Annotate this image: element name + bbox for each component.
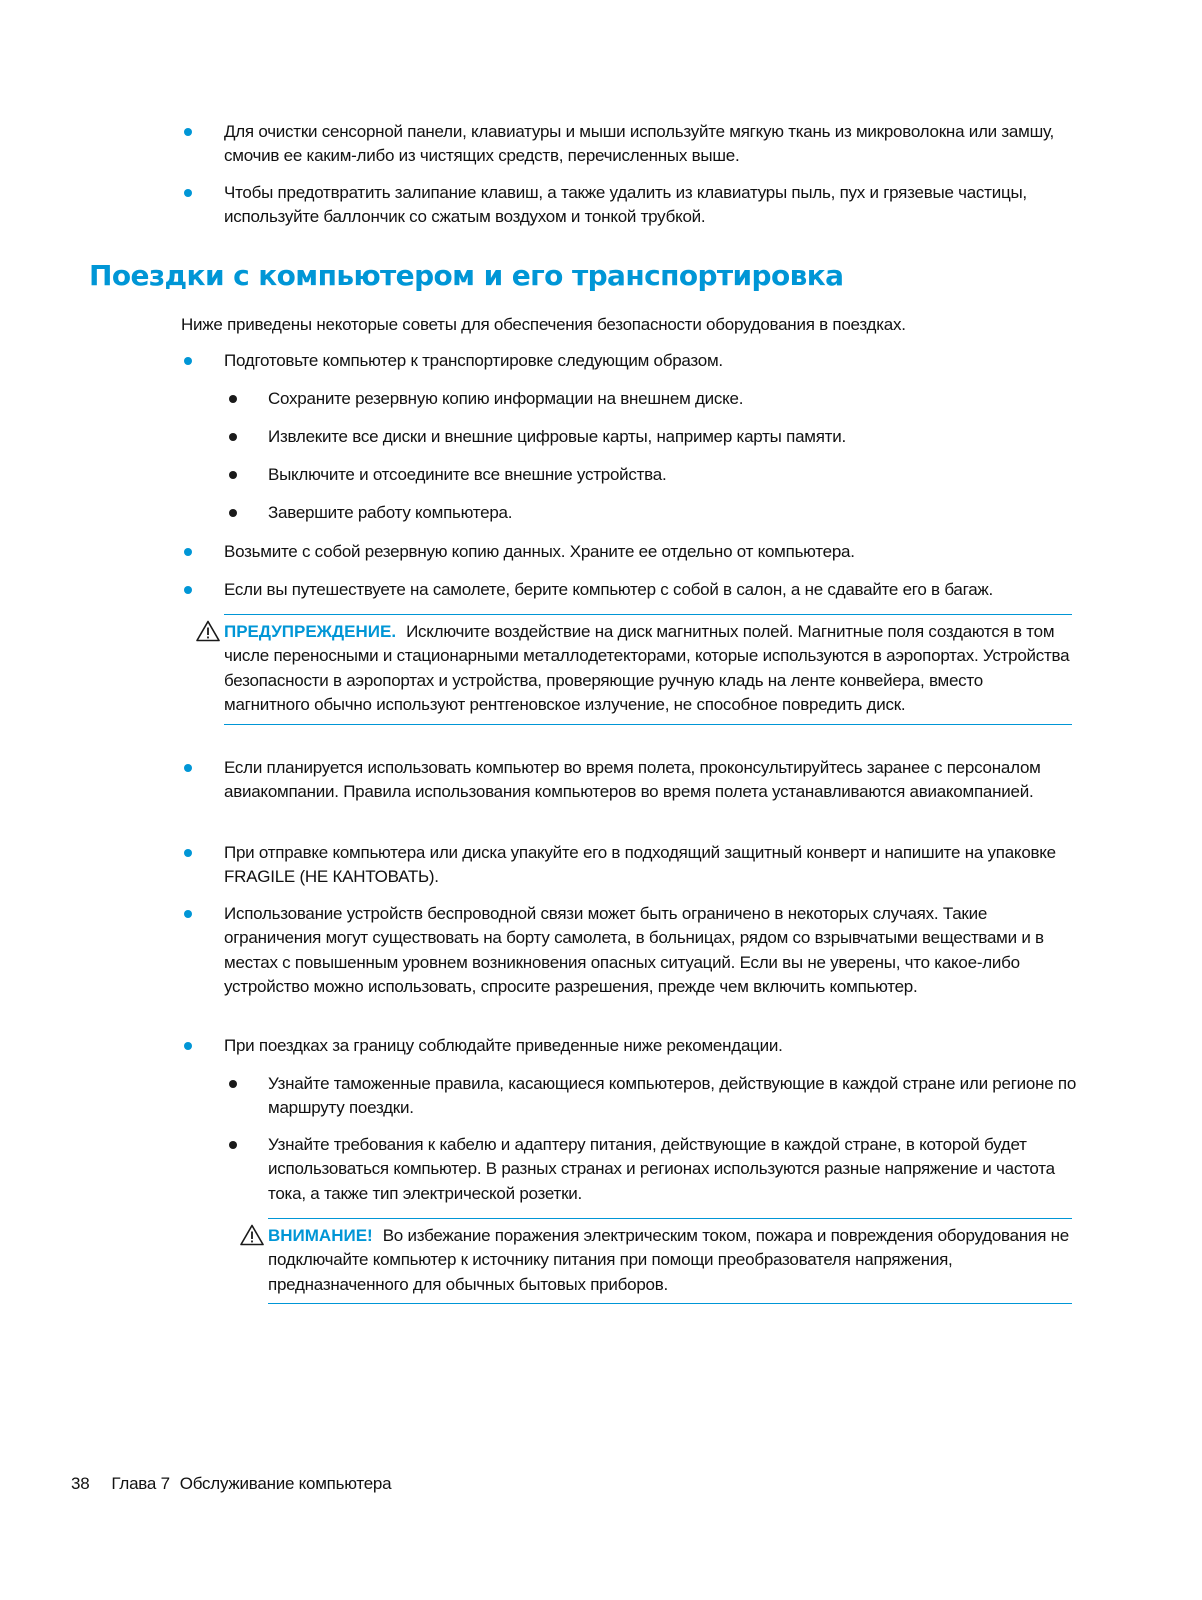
sub-list-item-text: Сохраните резервную копию информации на внешнем диске. (268, 389, 744, 408)
warning-text: Исключите воздействие на диск магнитных полей. Магнитные поля создаются в том числе переносными и стационарными металлодетекторами, которые используются в аэропортах. Устройства безопасности в аэропортах и устройства, проверяющие ручную кладь на ленте конвейера, вместо магнитного обычно используют рентгеновское излучение, не способное повредить диск. (224, 622, 1070, 715)
sub-list-item (268, 501, 1078, 525)
list-item-text: Для очистки сенсорной панели, клавиатуры и мыши используйте мягкую ткань из микроволокна или замшу, смочив ее каким-либо из чистящих средств, перечисленных выше. (224, 122, 1054, 166)
sub-list-item-text: Извлеките все диски и внешние цифровые карты, например карты памяти. (268, 427, 846, 446)
list-item-backup (224, 540, 1084, 564)
bullet-icon (229, 509, 237, 517)
list-item-wireless (224, 902, 1059, 1000)
bullet-icon (184, 357, 192, 365)
bullet-icon (184, 910, 192, 918)
sub-list-item (268, 1133, 1078, 1206)
bullet-icon (184, 1042, 192, 1050)
list-item (224, 181, 1074, 230)
page-footer (71, 1472, 391, 1496)
list-item-prepare (224, 349, 1074, 373)
sub-list-item-text: Узнайте требования к кабелю и адаптеру питания, действующие в каждой стране, в которой будет использоваться компьютер. В разных странах и регионах используются разные напряжение и частота тока, а также тип электрической розетки. (268, 1135, 1055, 1203)
bullet-icon (184, 849, 192, 857)
list-item (224, 120, 1074, 169)
sub-list-item (268, 387, 1078, 411)
list-item-abroad (224, 1034, 1074, 1058)
bullet-icon (229, 1080, 237, 1088)
sub-list-item (268, 1072, 1078, 1121)
list-item-text: Использование устройств беспроводной связи может быть ограничено в некоторых случаях. Такие ограничения могут существовать на борту самолета, в больницах, рядом со взрывчатыми веществами и в местах с повышенным уровнем возникновения опасных ситуаций. Если вы не уверены, что какое-либо устройство можно использовать, спросите разрешения, прежде чем включить компьютер. (224, 904, 1044, 997)
warning-label: ПРЕДУПРЕЖДЕНИЕ. (224, 622, 397, 641)
caution-text: Во избежание поражения электрическим током, пожара и повреждения оборудования не подключайте компьютер к источнику питания при помощи преобразователя напряжения, предназначенного для обычных бытовых приборов. (268, 1226, 1069, 1294)
footer-chapter-title: Обслуживание компьютера (179, 1474, 392, 1493)
sub-list-item (268, 463, 1078, 487)
section-heading: Поездки с компьютером и его транспортировка (89, 259, 844, 292)
warning-triangle-icon (240, 1224, 264, 1246)
bullet-icon (229, 433, 237, 441)
warning-note (224, 614, 1072, 725)
list-item-shipping (224, 841, 1074, 890)
list-item-text: Чтобы предотвратить залипание клавиш, а также удалить из клавиатуры пыль, пух и грязевые частицы, используйте баллончик со сжатым воздухом и тонкой трубкой. (224, 183, 1027, 227)
section-intro: Ниже приведены некоторые советы для обеспечения безопасности оборудования в поездках. (181, 315, 906, 334)
sub-list-item (268, 425, 1078, 449)
sub-list-item-text: Выключите и отсоедините все внешние устройства. (268, 465, 667, 484)
list-item-inflight (224, 756, 1054, 805)
list-item-text: Возьмите с собой резервную копию данных. Храните ее отдельно от компьютера. (224, 542, 855, 561)
bullet-icon (184, 189, 192, 197)
caution-note (268, 1218, 1072, 1304)
bullet-icon (184, 128, 192, 136)
list-item-text: Подготовьте компьютер к транспортировке следующим образом. (224, 351, 723, 370)
page-number: 38 (71, 1474, 90, 1493)
bullet-icon (229, 471, 237, 479)
warning-triangle-icon (196, 620, 220, 642)
bullet-icon (184, 548, 192, 556)
list-item-text: Если планируется использовать компьютер во время полета, проконсультируйтесь заранее с персоналом авиакомпании. Правила использования компьютеров во время полета устанавливаются авиакомпанией. (224, 758, 1041, 802)
list-item-text: При поездках за границу соблюдайте приведенные ниже рекомендации. (224, 1036, 783, 1055)
bullet-icon (184, 586, 192, 594)
list-item-text: Если вы путешествуете на самолете, берите компьютер с собой в салон, а не сдавайте его в багаж. (224, 580, 993, 599)
bullet-icon (184, 764, 192, 772)
footer-chapter: Глава 7 (111, 1474, 170, 1493)
sub-list-item-text: Узнайте таможенные правила, касающиеся компьютеров, действующие в каждой стране или регионе по маршруту поездки. (268, 1074, 1077, 1118)
list-item-text: При отправке компьютера или диска упакуйте его в подходящий защитный конверт и напишите на упаковке FRAGILE (НЕ КАНТОВАТЬ). (224, 843, 1056, 887)
list-item-airplane (224, 578, 1094, 602)
sub-list-item-text: Завершите работу компьютера. (268, 503, 513, 522)
caution-label: ВНИМАНИЕ! (268, 1226, 373, 1245)
bullet-icon (229, 395, 237, 403)
bullet-icon (229, 1141, 237, 1149)
